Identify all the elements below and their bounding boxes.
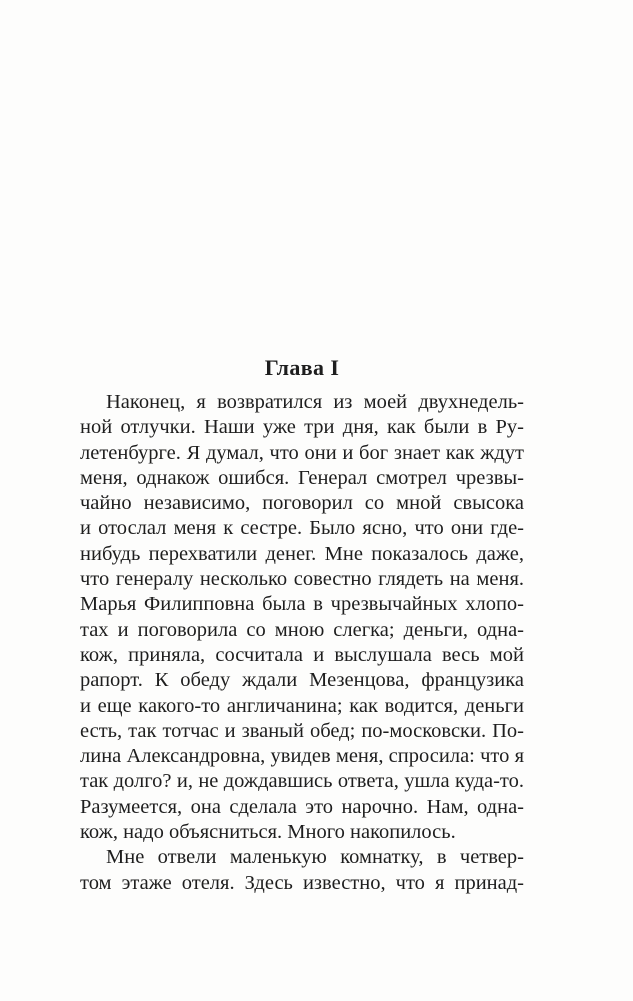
text-line: кож, приняла, сосчитала и выслушала весь мой [80,643,524,666]
text-line: и отослал меня к сестре. Было ясно, что они где- [80,517,524,540]
text-line: ной отлучки. Наши уже три дня, как были в Ру- [80,416,524,439]
chapter-heading: Глава I [264,355,340,380]
text-line: рапорт. К обеду ждали Мезенцова, французика [80,669,524,692]
text-line: Марья Филипповна была в чрезвычайных хлопо- [80,593,524,616]
text-line: Мне отвели маленькую комнатку, в четвер- [106,846,524,869]
text-line: летенбурге. Я думал, что они и бог знает как ждут [80,441,524,464]
text-line: кож, надо объясниться. Много накопилось. [80,821,456,844]
text-line: тах и поговорила со мною слегка; деньги, одна- [80,618,524,641]
text-line: Разумеется, она сделала это нарочно. Нам, одна- [80,795,524,818]
text-line: и еще какого-то англичанина; как водится, деньги [80,694,524,717]
paragraphs-container [80,390,524,896]
text-line: нибудь перехватили денег. Мне показалось даже, [80,542,524,565]
text-line: что генералу несколько совестно глядеть на меня. [80,568,524,591]
text-line: так долго? и, не дождавшись ответа, ушла куда-то. [80,770,524,793]
text-line: меня, однакож ошибся. Генерал смотрел чрезвы- [80,466,524,489]
text-line: лина Александровна, увидев меня, спросила: что я [80,745,524,768]
text-line: чайно независимо, поговорил со мной свысока [80,492,524,515]
paragraph [80,390,524,845]
text-line: есть, так тотчас и званый обед; по-московски. По- [80,719,524,742]
text-line: том этаже отеля. Здесь известно, что я принад- [80,871,524,894]
text-line: Наконец, я возвратился из моей двухнедель- [106,391,524,413]
paragraph [80,845,524,896]
page-text-block [80,356,524,896]
